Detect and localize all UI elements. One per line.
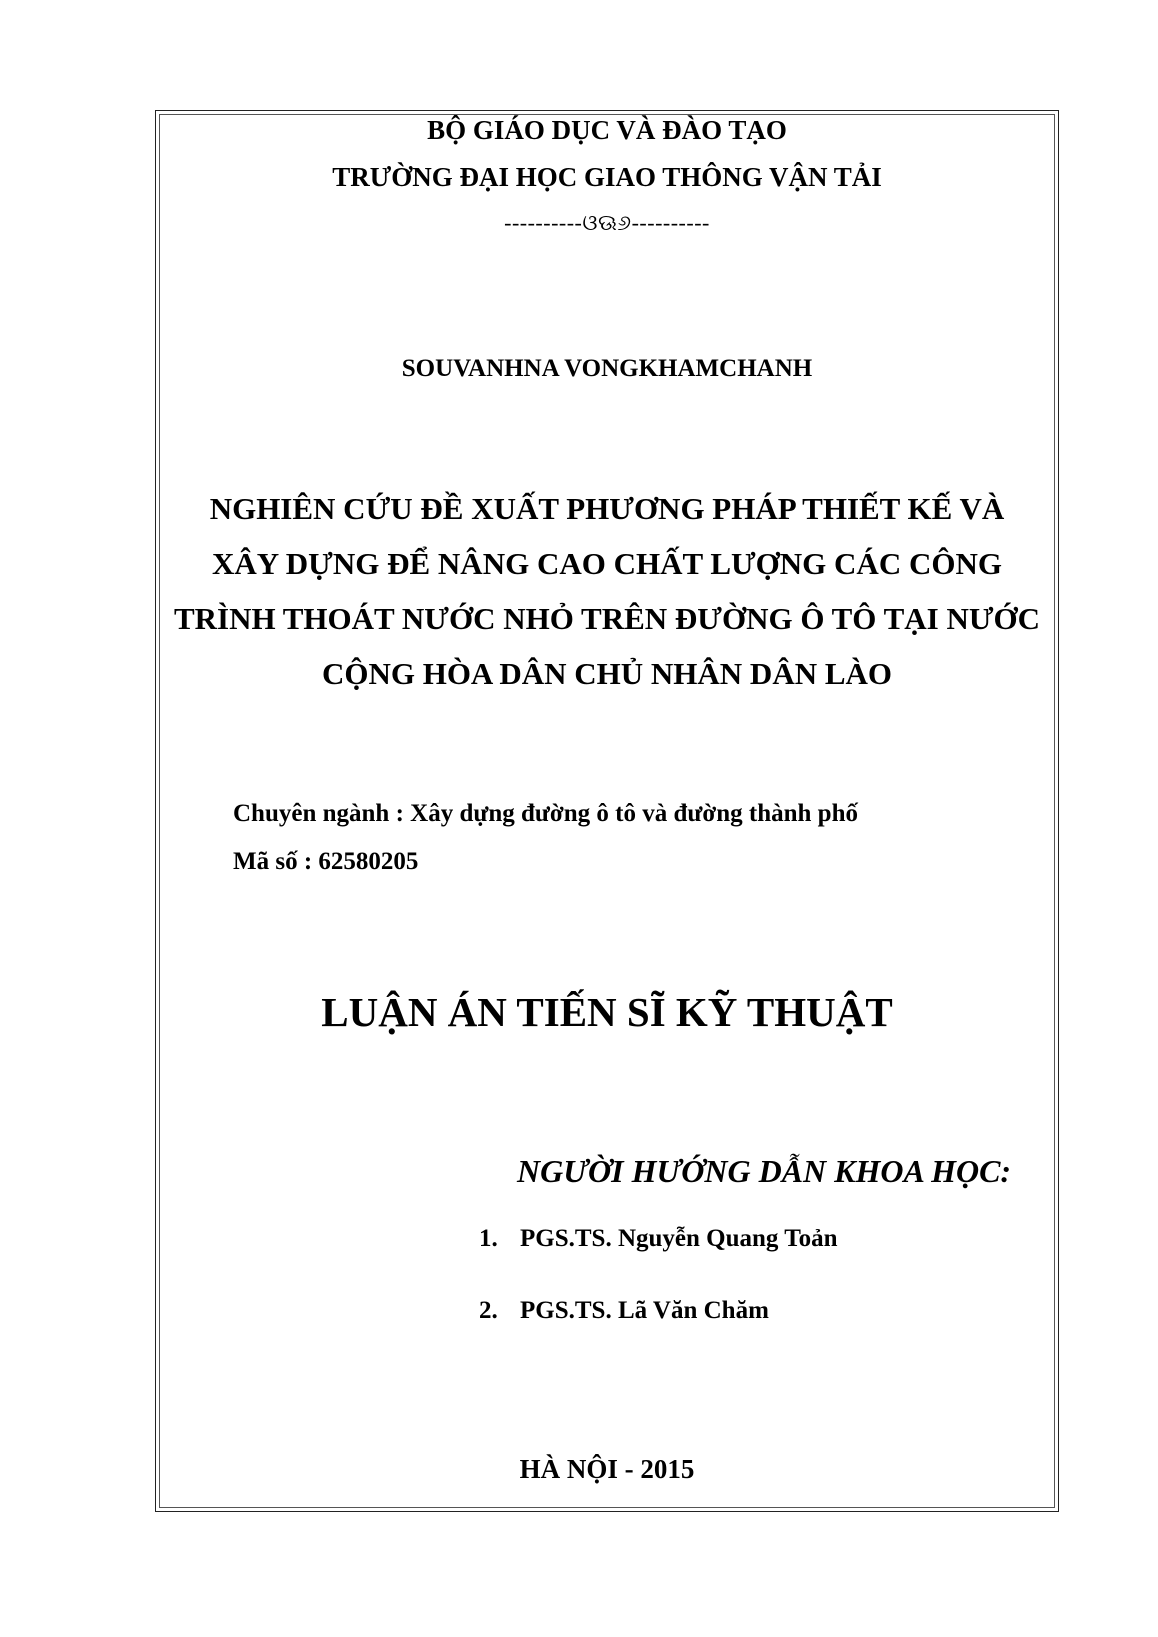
author-name: SOUVANHNA VONGKHAMCHANH [401, 355, 813, 382]
thesis-title-line: XÂY DỰNG ĐỂ NÂNG CAO CHẤT LƯỢNG CÁC CÔNG [212, 546, 1002, 581]
supervisor-number: 1. [479, 1225, 498, 1252]
supervisor-number: 2. [479, 1297, 498, 1324]
ministry-name: BỘ GIÁO DỤC VÀ ĐÀO TẠO [427, 115, 787, 145]
place-and-year: HÀ NỘI - 2015 [519, 1454, 695, 1484]
supervisors-heading: NGƯỜI HƯỚNG DẪN KHOA HỌC: [517, 1153, 1012, 1189]
school-name: TRƯỜNG ĐẠI HỌC GIAO THÔNG VẬN TẢI [332, 162, 882, 192]
ornament-divider: ----------ଓଊ୬---------- [504, 210, 710, 235]
specialization: Chuyên ngành : Xây dựng đường ô tô và đường thành phố [233, 800, 858, 827]
thesis-title-line: CỘNG HÒA DÂN CHỦ NHÂN DÂN LÀO [321, 656, 893, 691]
supervisor-name: PGS.TS. Nguyễn Quang Toản [520, 1225, 838, 1252]
thesis-title-line: TRÌNH THOÁT NƯỚC NHỎ TRÊN ĐƯỜNG Ô TÔ TẠI NƯỚC [173, 601, 1041, 636]
thesis-title-line: NGHIÊN CỨU ĐỀ XUẤT PHƯƠNG PHÁP THIẾT KẾ VÀ [209, 491, 1005, 526]
degree-title: LUẬN ÁN TIẾN SĨ KỸ THUẬT [321, 989, 893, 1035]
supervisor-name: PGS.TS. Lã Văn Chăm [520, 1297, 769, 1324]
specialization-code: Mã số : 62580205 [233, 848, 419, 875]
